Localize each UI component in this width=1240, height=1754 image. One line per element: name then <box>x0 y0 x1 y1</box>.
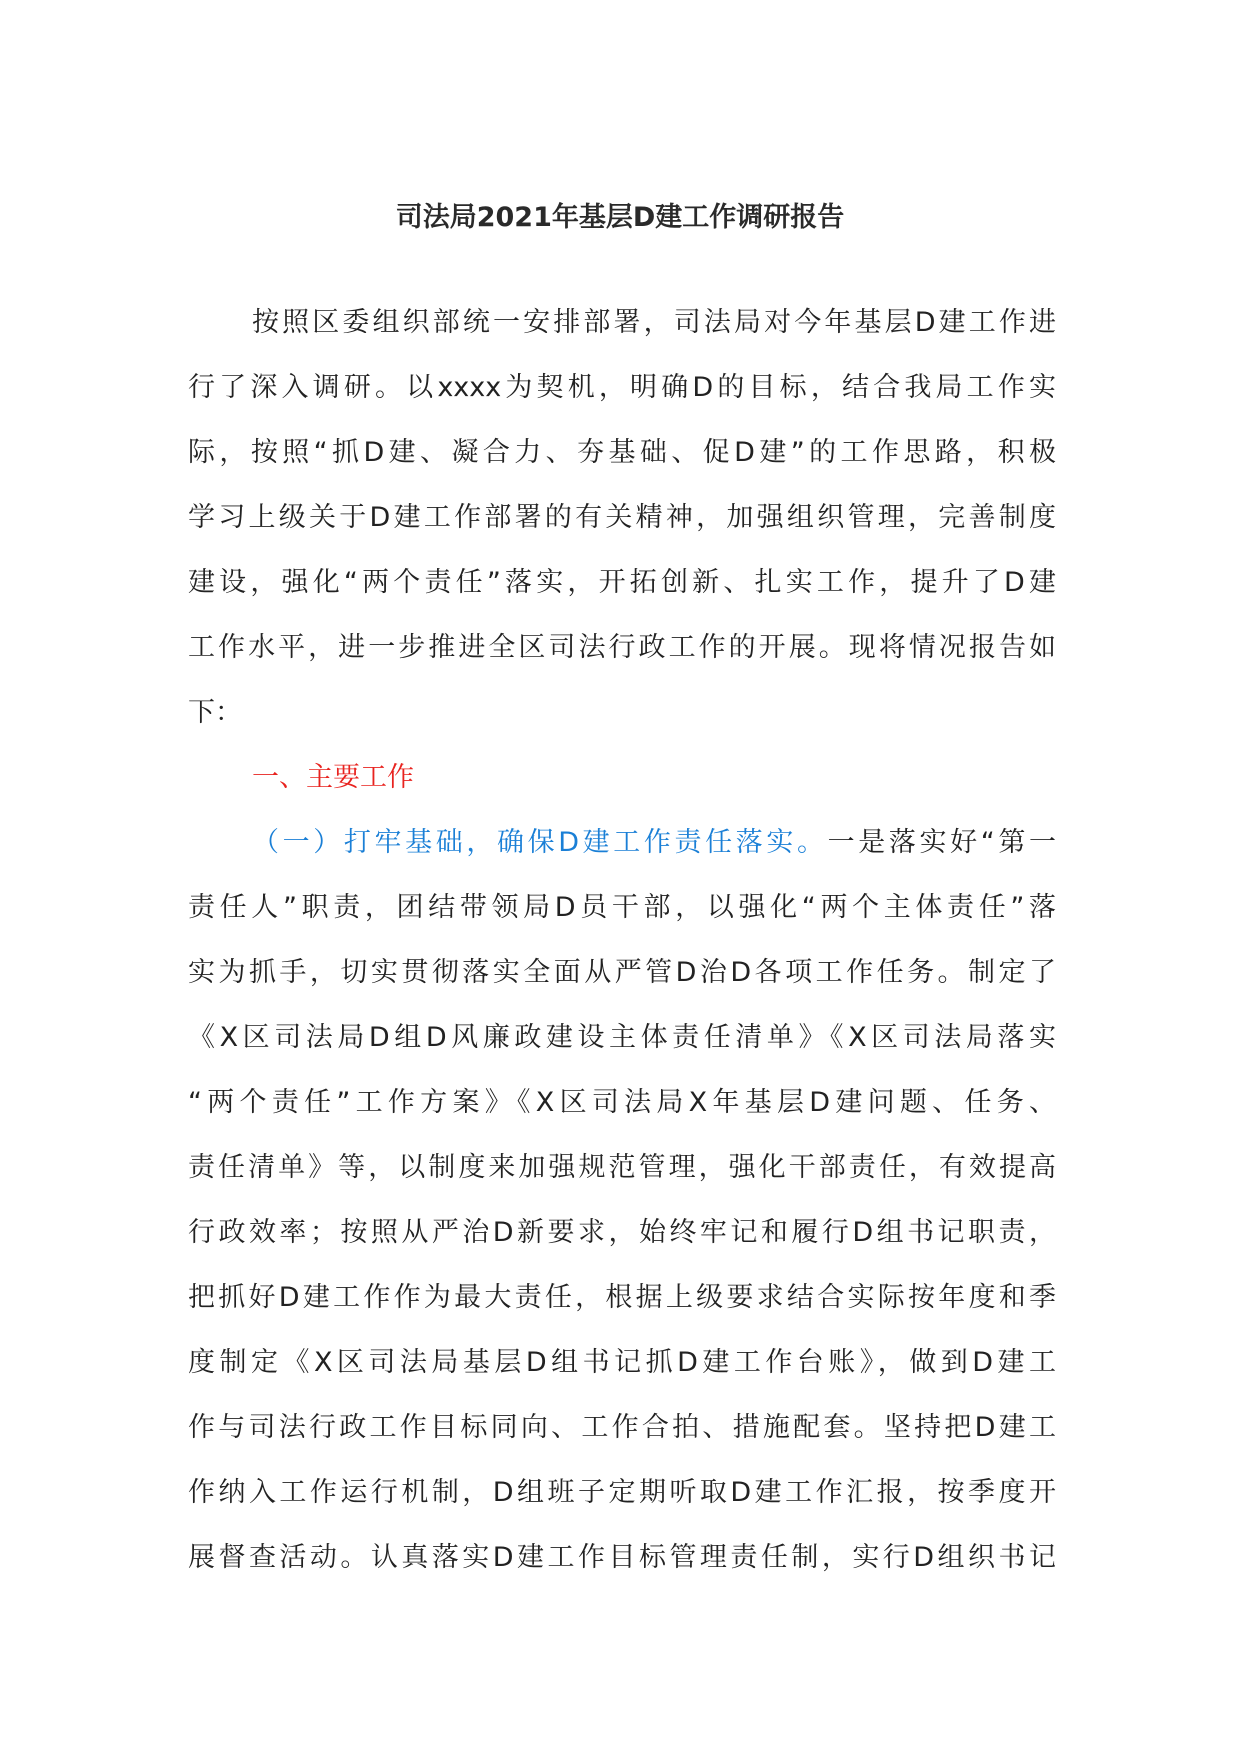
text-line: 责任清单》等，以制度来加强规范管理，强化干部责任，有效提高 <box>188 1152 1056 1183</box>
text-line: 实为抓手，切实贯彻落实全面从严管D治D各项工作任务。制定了 <box>188 957 1056 988</box>
section-heading <box>188 745 1056 810</box>
text-line: 把抓好D建工作作为最大责任，根据上级要求结合实际按年度和季 <box>188 1282 1056 1313</box>
text-line: 工作水平，进一步推进全区司法行政工作的开展。现将情况报告如 <box>188 632 1056 663</box>
text-line: 作纳入工作运行机制，D组班子定期听取D建工作汇报，按季度开 <box>188 1477 1056 1508</box>
section-heading-text: 一、主要工作 <box>252 762 414 793</box>
intro-paragraph <box>188 290 1056 745</box>
text-line: “两个责任”工作方案》《X区司法局X年基层D建问题、任务、 <box>188 1087 1056 1118</box>
text-line: 下： <box>188 697 242 728</box>
text-line: 《X区司法局D组D风廉政建设主体责任清单》《X区司法局落实 <box>188 1022 1056 1053</box>
subsection-paragraph <box>188 810 1056 1590</box>
text-line: 度制定《X区司法局基层D组书记抓D建工作台账》，做到D建工 <box>188 1347 1056 1378</box>
text-line: 责任人”职责，团结带领局D员干部，以强化“两个主体责任”落 <box>188 892 1056 923</box>
text-line: 学习上级关于D建工作部署的有关精神，加强组织管理，完善制度 <box>188 502 1056 533</box>
text-line <box>188 810 1056 875</box>
text-line: 际，按照“抓D建、凝合力、夯基础、促D建”的工作思路，积极 <box>188 437 1056 468</box>
text-line: 展督查活动。认真落实D建工作目标管理责任制，实行D组织书记 <box>188 1542 1056 1573</box>
subsection-heading: （一）打牢基础，确保D建工作责任落实。 <box>252 827 828 858</box>
text-line: 行了深入调研。以xxxx为契机，明确D的目标，结合我局工作实 <box>188 372 1056 403</box>
text-line: 按照区委组织部统一安排部署，司法局对今年基层D建工作进 <box>252 307 1056 338</box>
text-line: 建设，强化“两个责任”落实，开拓创新、扎实工作，提升了D建 <box>188 567 1056 598</box>
subsection-first-tail: 一是落实好“第一 <box>827 827 1056 858</box>
text-line: 作与司法行政工作目标同向、工作合拍、措施配套。坚持把D建工 <box>188 1412 1056 1443</box>
document-body <box>188 290 1056 1590</box>
document-title: 司法局2021年基层D建工作调研报告 <box>395 202 845 233</box>
text-line: 行政效率；按照从严治D新要求，始终牢记和履行D组书记职责， <box>188 1217 1056 1248</box>
